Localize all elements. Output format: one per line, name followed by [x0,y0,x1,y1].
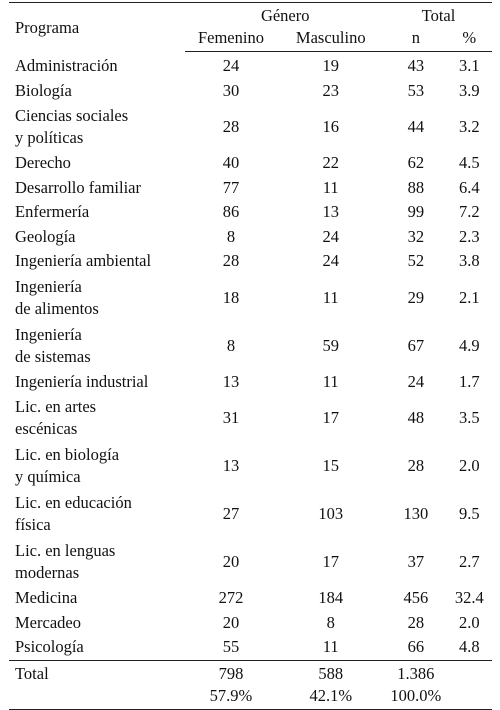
female-count: 8 [226,226,236,246]
header-n: n [385,27,447,52]
total-count: 32 [407,226,425,246]
total-label: Total [9,660,185,685]
female-count: 40 [222,153,240,173]
male-count: 11 [322,287,339,307]
header-program: Programa [9,3,185,52]
total-pct-empty-2 [447,685,492,710]
total-percent: 2.0 [458,612,480,632]
total-percent: 4.5 [458,153,480,173]
female-count: 20 [222,612,240,632]
header-total-group: Total [385,3,492,28]
program-name [9,249,185,274]
total-n: 1.386 [385,660,447,685]
program-name-line: modernas [15,563,80,582]
total-percent: 3.1 [458,56,480,76]
program-name-line: Ciencias sociales [15,106,129,125]
program-name [9,225,185,250]
male-count: 15 [322,456,339,475]
program-name [9,442,185,490]
total-male-pct: 42.1% [276,685,385,710]
female-count: 18 [222,287,240,307]
total-percent: 1.7 [458,371,480,391]
program-name-line: y políticas [15,128,84,147]
total-percent-row [9,685,492,710]
male-count: 103 [318,504,344,523]
total-count: 88 [407,177,425,197]
program-name-line: Ingeniería ambiental [15,251,152,271]
program-name [9,176,185,201]
table-row [9,442,492,490]
program-name-line: y química [15,467,81,486]
header-row-1 [9,3,492,28]
program-name-line: física [15,515,51,534]
male-count: 19 [322,56,339,76]
table-row [9,611,492,636]
male-count: 16 [322,117,339,136]
program-name-line: Mercadeo [15,612,81,632]
program-name-line: Enfermería [15,202,90,222]
program-name [9,490,185,538]
female-count: 77 [222,177,240,197]
program-name-line: Geología [15,226,76,246]
total-n-pct: 100.0% [385,685,447,710]
program-name-line: Administración [15,56,118,75]
program-name-line: Desarrollo familiar [15,177,141,197]
male-count: 184 [318,588,344,608]
program-name-line: Lic. en educación [15,493,132,512]
total-count: 130 [403,504,429,523]
enrollment-table [9,2,492,710]
table-row [9,52,492,79]
total-count: 24 [407,371,425,391]
total-count: 37 [407,552,425,571]
program-name [9,322,185,370]
total-count: 44 [407,117,425,136]
program-name-line: Psicología [15,637,84,657]
total-female: 798 [185,660,276,685]
female-count: 13 [222,456,240,475]
table-header [9,3,492,52]
total-percent-label-empty [9,685,185,710]
female-count: 24 [222,56,240,76]
female-count: 30 [222,80,240,100]
total-percent: 32.4 [454,588,484,608]
male-count: 8 [326,612,335,632]
program-name-line: Ingeniería [15,324,82,344]
total-count: 99 [407,202,425,222]
table-row [9,322,492,370]
program-name [9,200,185,225]
total-percent: 7.2 [458,202,480,222]
program-name-line: Ingeniería industrial [15,371,149,391]
program-name [9,611,185,636]
total-percent: 3.9 [458,80,480,100]
total-percent: 4.8 [458,637,480,657]
program-name [9,103,185,151]
table-row [9,225,492,250]
total-percent: 2.3 [458,226,480,246]
header-pct: % [447,27,492,52]
total-percent: 2.7 [458,552,480,571]
table-row [9,103,492,151]
total-percent: 2.0 [458,456,480,475]
program-name [9,538,185,586]
total-percent: 3.2 [458,117,480,136]
program-name-line: Derecho [15,153,71,173]
table-row [9,538,492,586]
female-count: 28 [222,251,240,271]
table-row [9,151,492,176]
program-name [9,370,185,395]
total-male: 588 [276,660,385,685]
total-percent: 4.9 [458,335,480,355]
female-count: 27 [222,504,240,523]
female-count: 55 [222,637,240,657]
table-row [9,586,492,611]
total-count: 28 [407,456,425,475]
table-row [9,635,492,660]
program-name [9,79,185,104]
header-female: Femenino [185,27,276,52]
female-count: 13 [222,371,240,391]
program-name [9,274,185,322]
total-count: 43 [407,56,425,76]
header-gender-group: Género [185,3,385,28]
male-count: 11 [322,637,339,657]
female-count: 20 [222,552,240,571]
table-row [9,176,492,201]
female-count: 8 [226,335,236,355]
table-row [9,200,492,225]
program-name [9,151,185,176]
female-count: 86 [222,202,240,222]
program-name [9,586,185,611]
table-row [9,79,492,104]
program-name [9,635,185,660]
total-count: 28 [407,612,425,632]
total-count: 456 [403,588,429,608]
program-name-line: Biología [15,80,72,100]
male-count: 22 [322,153,339,173]
table-row [9,394,492,442]
program-name [9,52,185,79]
total-count: 67 [407,335,425,355]
program-name [9,394,185,442]
total-count: 52 [407,251,425,271]
total-count: 48 [407,408,425,427]
total-count: 53 [407,80,425,100]
program-name-line: Lic. en biología [15,445,120,464]
total-count: 29 [407,287,425,307]
program-name-line: Lic. en lenguas [15,541,116,560]
total-pct-empty [447,660,492,685]
program-name-line: Lic. en artes [15,397,97,416]
total-count: 62 [407,153,425,173]
total-row [9,660,492,685]
program-name-line: de sistemas [15,346,91,366]
header-male: Masculino [276,27,385,52]
table-row [9,370,492,395]
total-count: 66 [407,637,425,657]
male-count: 23 [322,80,339,100]
male-count: 17 [322,552,339,571]
table-footer [9,660,492,709]
table-row [9,490,492,538]
total-female-pct: 57.9% [185,685,276,710]
total-percent: 2.1 [458,287,480,307]
table-body [9,52,492,661]
male-count: 59 [322,335,339,355]
male-count: 11 [322,371,339,391]
total-percent: 6.4 [458,177,480,197]
program-name-line: Medicina [15,588,78,608]
female-count: 31 [222,408,240,427]
total-percent: 3.5 [458,408,480,427]
total-percent: 3.8 [458,251,480,271]
female-count: 272 [218,588,244,608]
female-count: 28 [222,117,240,136]
table-row [9,249,492,274]
male-count: 24 [322,226,339,246]
program-name-line: de alimentos [15,298,99,318]
total-percent: 9.5 [458,504,480,523]
program-name-line: escénicas [15,419,78,438]
male-count: 17 [322,408,339,427]
male-count: 24 [322,251,339,271]
male-count: 13 [322,202,339,222]
table-row [9,274,492,322]
male-count: 11 [322,177,339,197]
program-name-line: Ingeniería [15,276,82,296]
